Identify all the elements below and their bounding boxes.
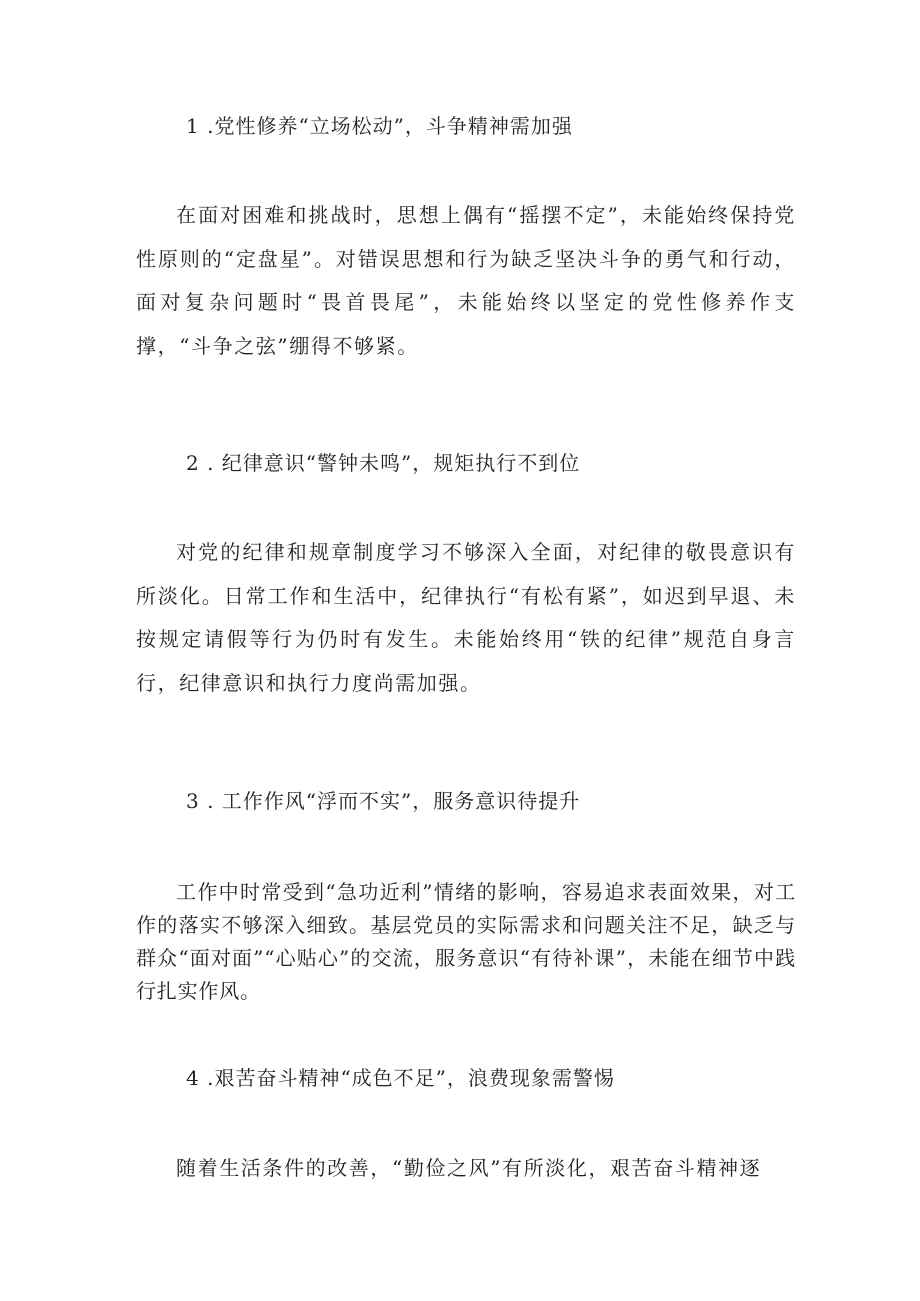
section-heading-3: 3 . 工作作风“浮而不实”，服务意识待提升: [186, 789, 581, 813]
section-body-1: 在面对困难和挑战时，思想上偶有“摇摆不定”，未能始终保持党性原则的“定盘星”。对错误思想和行为缺乏坚决斗争的勇气和行动，面对复杂问题时“畏首畏尾”，未能始终以坚定的党性修养作支撑，“斗争之弦”绷得不够紧。: [136, 203, 796, 358]
section-body-3: 工作中时常受到“急功近利”情绪的影响，容易追求表面效果，对工作的落实不够深入细致。基层党员的实际需求和问题关注不足，缺乏与群众“面对面”“心贴心”的交流，服务意识“有待补课”，未能在细节中践行扎实作风。: [136, 880, 796, 1003]
section-heading-2: 2 . 纪律意识“警钟未鸣”，规矩执行不到位: [186, 451, 581, 475]
section-body-4: 随着生活条件的改善，“勤俭之风”有所淡化，艰苦奋斗精神逐: [176, 1156, 762, 1180]
section-body-2: 对党的纪律和规章制度学习不够深入全面，对纪律的敬畏意识有所淡化。日常工作和生活中，纪律执行“有松有紧”，如迟到早退、未按规定请假等行为仍时有发生。未能始终用“铁的纪律”规范自身言行，纪律意识和执行力度尚需加强。: [136, 540, 796, 695]
section-heading-1: 1 .党性修养“立场松动”，斗争精神需加强: [186, 114, 573, 138]
section-heading-4: 4 .艰苦奋斗精神“成色不足”，浪费现象需警惕: [186, 1066, 615, 1090]
